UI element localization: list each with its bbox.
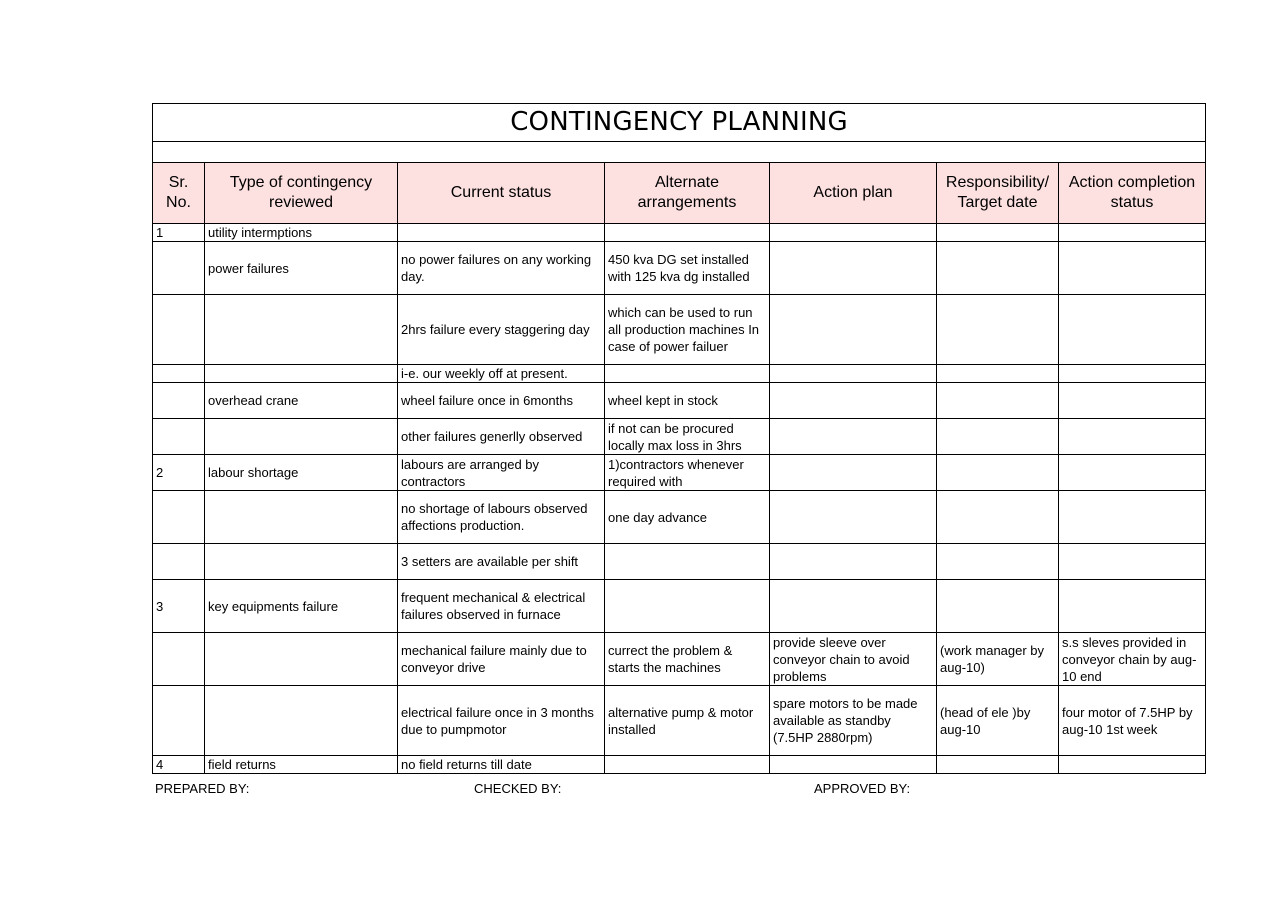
- type-cell: [205, 633, 398, 686]
- alternate-cell: [605, 224, 770, 242]
- responsibility-cell: [937, 419, 1059, 455]
- sr-cell: [153, 295, 205, 365]
- header-type: Type of contingency reviewed: [205, 163, 398, 224]
- responsibility-cell: (work manager by aug-10): [937, 633, 1059, 686]
- table-row: [153, 686, 1206, 756]
- action-plan-cell: spare motors to be made available as standby (7.5HP 2880rpm): [770, 686, 937, 756]
- alternate-cell: [605, 544, 770, 580]
- action-plan-cell: [770, 419, 937, 455]
- completion-cell: s.s sleves provided in conveyor chain by aug-10 end: [1059, 633, 1206, 686]
- sr-cell: 4: [153, 756, 205, 774]
- alternate-cell: which can be used to run all production machines In case of power failuer: [605, 295, 770, 365]
- status-cell: no power failures on any working day.: [398, 242, 605, 295]
- alternate-cell: currect the problem & starts the machines: [605, 633, 770, 686]
- type-cell: [205, 686, 398, 756]
- table-row: [153, 365, 1206, 383]
- alternate-cell: one day advance: [605, 491, 770, 544]
- action-plan-cell: [770, 544, 937, 580]
- alternate-cell: 1)contractors whenever required with: [605, 455, 770, 491]
- action-plan-cell: [770, 756, 937, 774]
- completion-cell: [1059, 242, 1206, 295]
- completion-cell: [1059, 455, 1206, 491]
- type-cell: [205, 491, 398, 544]
- table-row: [153, 224, 1206, 242]
- sr-cell: 3: [153, 580, 205, 633]
- status-cell: labours are arranged by contractors: [398, 455, 605, 491]
- status-cell: frequent mechanical & electrical failures observed in furnace: [398, 580, 605, 633]
- sr-cell: 2: [153, 455, 205, 491]
- alternate-cell: [605, 365, 770, 383]
- type-cell: key equipments failure: [205, 580, 398, 633]
- type-cell: field returns: [205, 756, 398, 774]
- responsibility-cell: [937, 295, 1059, 365]
- approved-by-label: APPROVED BY:: [814, 781, 911, 796]
- action-plan-cell: [770, 242, 937, 295]
- action-plan-cell: [770, 383, 937, 419]
- action-plan-cell: [770, 224, 937, 242]
- table-row: [153, 383, 1206, 419]
- status-cell: no shortage of labours observed affections production.: [398, 491, 605, 544]
- sr-cell: [153, 633, 205, 686]
- responsibility-cell: (head of ele )by aug-10: [937, 686, 1059, 756]
- table-row: [153, 491, 1206, 544]
- responsibility-cell: [937, 224, 1059, 242]
- sr-cell: [153, 544, 205, 580]
- action-plan-cell: provide sleeve over conveyor chain to avoid problems: [770, 633, 937, 686]
- status-cell: electrical failure once in 3 months due to pumpmotor: [398, 686, 605, 756]
- alternate-cell: 450 kva DG set installed with 125 kva dg installed: [605, 242, 770, 295]
- responsibility-cell: [937, 756, 1059, 774]
- responsibility-cell: [937, 580, 1059, 633]
- completion-cell: [1059, 580, 1206, 633]
- header-alternate: Alternate arrangements: [605, 163, 770, 224]
- action-plan-cell: [770, 580, 937, 633]
- table-row: [153, 756, 1206, 774]
- status-cell: 2hrs failure every staggering day: [398, 295, 605, 365]
- action-plan-cell: [770, 365, 937, 383]
- completion-cell: [1059, 491, 1206, 544]
- alternate-cell: alternative pump & motor installed: [605, 686, 770, 756]
- alternate-cell: [605, 756, 770, 774]
- table-row: [153, 295, 1206, 365]
- type-cell: overhead crane: [205, 383, 398, 419]
- spacer-cell: [153, 142, 1206, 163]
- header-responsibility: Responsibility/ Target date: [937, 163, 1059, 224]
- alternate-cell: wheel kept in stock: [605, 383, 770, 419]
- header-completion: Action completion status: [1059, 163, 1206, 224]
- responsibility-cell: [937, 491, 1059, 544]
- title-row: [153, 104, 1206, 142]
- spacer-row: [153, 142, 1206, 163]
- sheet-title: CONTINGENCY PLANNING: [153, 104, 1206, 142]
- header-row: [153, 163, 1206, 224]
- type-cell: [205, 419, 398, 455]
- responsibility-cell: [937, 242, 1059, 295]
- type-cell: labour shortage: [205, 455, 398, 491]
- type-cell: [205, 544, 398, 580]
- status-cell: [398, 224, 605, 242]
- status-cell: mechanical failure mainly due to conveyor drive: [398, 633, 605, 686]
- type-cell: utility intermptions: [205, 224, 398, 242]
- status-cell: wheel failure once in 6months: [398, 383, 605, 419]
- responsibility-cell: [937, 383, 1059, 419]
- table-row: [153, 455, 1206, 491]
- header-sr-no: Sr. No.: [153, 163, 205, 224]
- completion-cell: four motor of 7.5HP by aug-10 1st week: [1059, 686, 1206, 756]
- table-row: [153, 242, 1206, 295]
- status-cell: no field returns till date: [398, 756, 605, 774]
- completion-cell: [1059, 756, 1206, 774]
- responsibility-cell: [937, 455, 1059, 491]
- action-plan-cell: [770, 295, 937, 365]
- status-cell: other failures generlly observed: [398, 419, 605, 455]
- table-row: [153, 419, 1206, 455]
- responsibility-cell: [937, 544, 1059, 580]
- sr-cell: [153, 491, 205, 544]
- status-cell: 3 setters are available per shift: [398, 544, 605, 580]
- header-current-status: Current status: [398, 163, 605, 224]
- sr-cell: [153, 365, 205, 383]
- checked-by-label: CHECKED BY:: [474, 781, 562, 796]
- header-action-plan: Action plan: [770, 163, 937, 224]
- sr-cell: [153, 242, 205, 295]
- responsibility-cell: [937, 365, 1059, 383]
- type-cell: [205, 365, 398, 383]
- completion-cell: [1059, 295, 1206, 365]
- prepared-by-label: PREPARED BY:: [155, 781, 250, 796]
- completion-cell: [1059, 419, 1206, 455]
- sr-cell: [153, 383, 205, 419]
- table-row: [153, 580, 1206, 633]
- action-plan-cell: [770, 455, 937, 491]
- completion-cell: [1059, 365, 1206, 383]
- completion-cell: [1059, 224, 1206, 242]
- status-cell: i-e. our weekly off at present.: [398, 365, 605, 383]
- sr-cell: [153, 419, 205, 455]
- contingency-table: [152, 103, 1206, 774]
- completion-cell: [1059, 544, 1206, 580]
- sr-cell: 1: [153, 224, 205, 242]
- table-row: [153, 544, 1206, 580]
- alternate-cell: [605, 580, 770, 633]
- sr-cell: [153, 686, 205, 756]
- table-row: [153, 633, 1206, 686]
- type-cell: power failures: [205, 242, 398, 295]
- alternate-cell: if not can be procured locally max loss in 3hrs: [605, 419, 770, 455]
- type-cell: [205, 295, 398, 365]
- action-plan-cell: [770, 491, 937, 544]
- completion-cell: [1059, 383, 1206, 419]
